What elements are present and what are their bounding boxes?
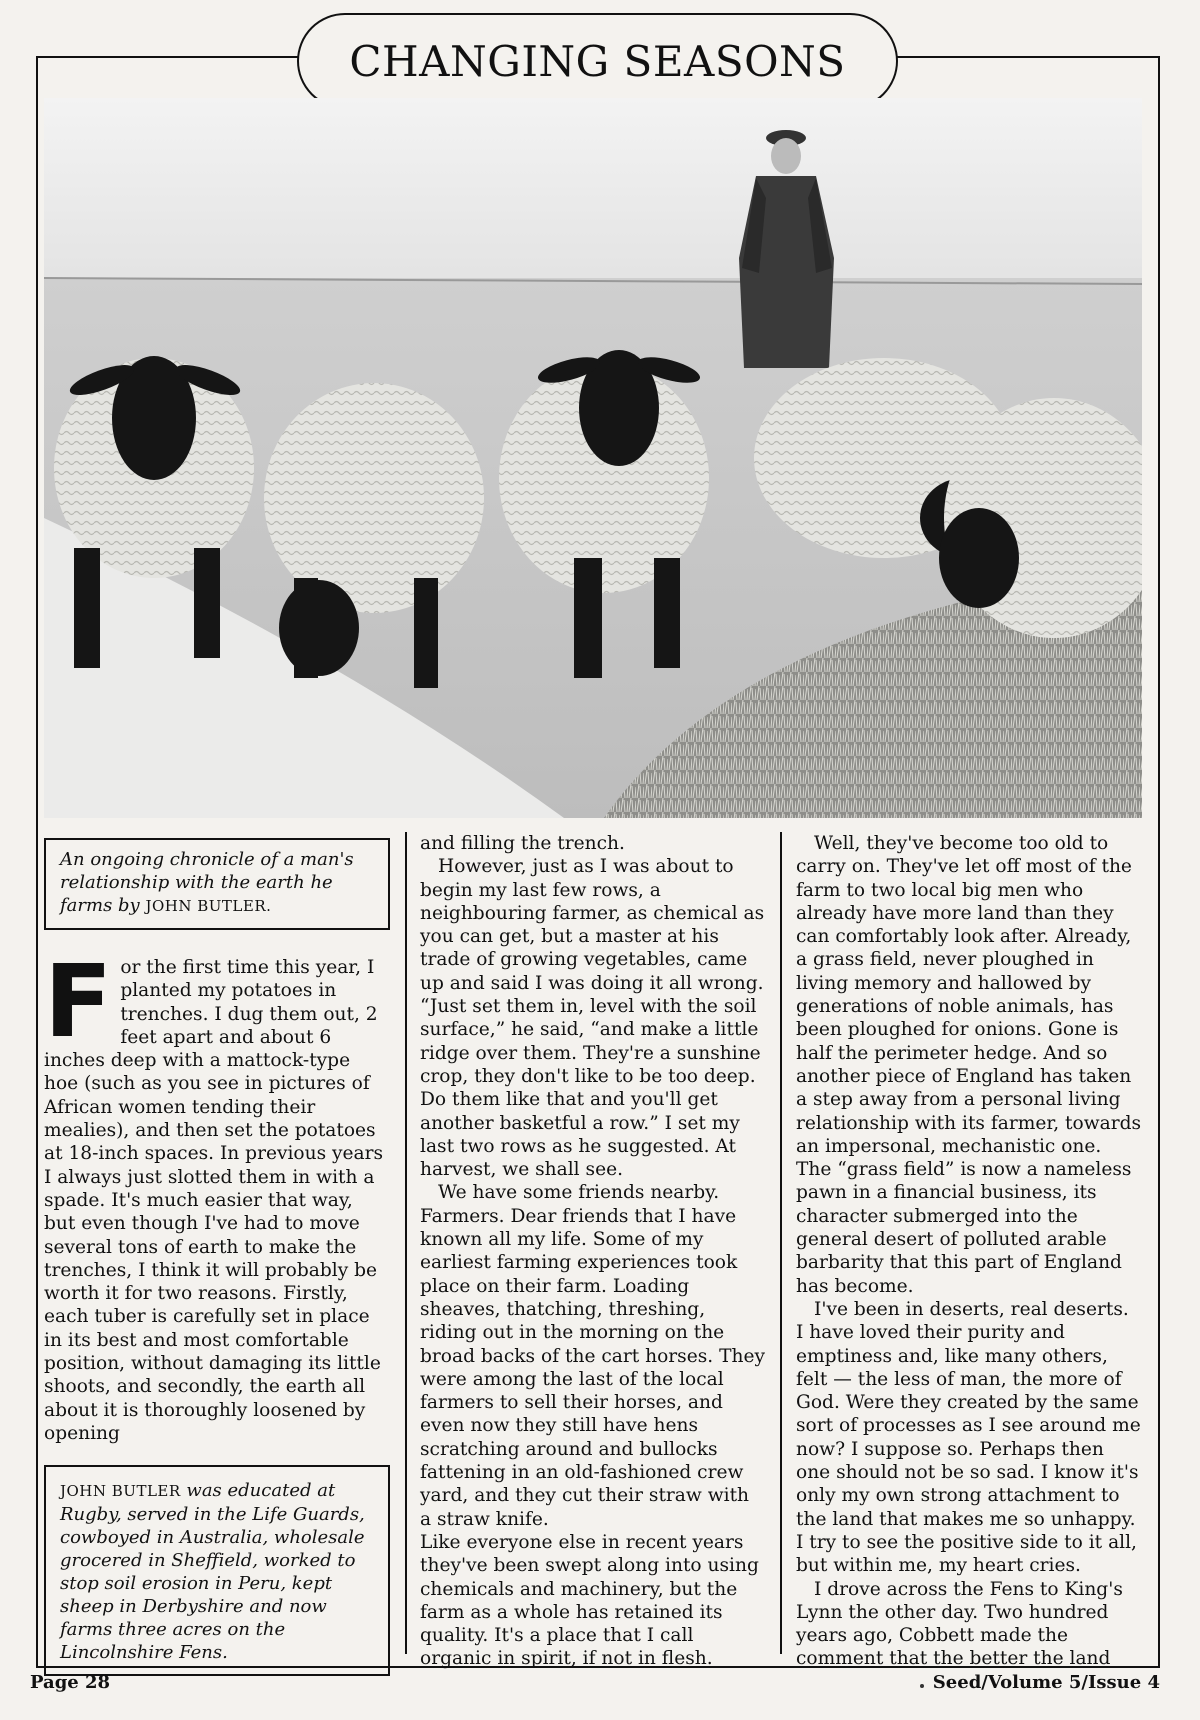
sky [44, 98, 1142, 298]
column-1 [44, 838, 390, 1676]
paragraph: Like everyone else in recent years they've been swept along into using chemicals and machinery, but the farm as a whole has retained its quality. It's a place that I call organic in spirit, if not in flesh. [420, 1531, 759, 1670]
paragraph: I drove across the Fens to King's Lynn the other day. Two hundred years ago, Cobbett made the comment that the better the land [796, 1578, 1123, 1670]
bio-name: JOHN BUTLER [60, 1482, 181, 1501]
intro-box [44, 838, 390, 930]
column-2 [420, 832, 766, 1671]
paragraph: Well, they've become too old to carry on. They've let off most of the farm to two local big men who already have more land than they can comfortably look after. Already, a grass field, never ploughed in living memory and hallowed by generations of noble animals, has been ploughed for onions. Gone is half the perimeter hedge. And so another piece of England has taken a step away from a personal living relationship with its farmer, towards an impersonal, mechanistic one. The “grass field” is now a nameless pawn in a financial business, its character submerged into the general desert of polluted arable barbarity that this part of England has become. [796, 833, 1142, 1297]
intro-author: JOHN BUTLER. [145, 897, 272, 915]
column-rule-2 [780, 832, 782, 1654]
issue-label: Seed/Volume 5/Issue 4 [932, 1672, 1160, 1693]
title-banner [297, 13, 898, 109]
paragraph: However, just as I was about to begin my last few rows, a neighbouring farmer, as chemical as you can get, but a master at his trade of growing vegetables, came up and said I was doing it all wrong. “Just set them in, level with the soil surface,” he said, “and make a little ridge over them. They're a sunshine crop, they don't like to be too deep. Do them like that and you'll get another basketful a row.” I set my last two rows as he suggested. At harvest, we shall see. [420, 856, 765, 1181]
paragraph [44, 943, 390, 1445]
page-title: CHANGING SEASONS [349, 36, 846, 86]
photo-illustration [44, 98, 1142, 818]
column-3 [796, 832, 1142, 1671]
paragraph: We have some friends nearby. Farmers. Dear friends that I have known all my life. Some of my earliest farming experiences took place on their farm. Loading sheaves, thatching, threshing, riding out in the morning on the broad backs of the cart horses. They were among the last of the local farmers to sell their horses, and even now they still have hens scratching around and bullocks fattening in an old-fashioned crew yard, and they cut their straw with a straw knife. [420, 1182, 765, 1530]
page-number: Page 28 [30, 1672, 111, 1693]
paragraph: and filling the trench. [420, 833, 625, 854]
drop-cap: F [44, 943, 113, 1060]
author-bio-box [44, 1465, 390, 1676]
footer-dot [920, 1684, 924, 1688]
photo-sheep-and-farmer [44, 98, 1142, 818]
column-rule-1 [405, 832, 407, 1654]
bio-text: was educated at Rugby, served in the Life Guards, cowboyed in Australia, wholesale grocered in Sheffield, worked to stop soil erosion in Peru, kept sheep in Derbyshire and now farms three acres on the Lincolnshire Fens. [60, 1480, 365, 1664]
intro-text: An ongoing chronicle of a man's relationship with the earth he farms by [60, 849, 354, 916]
paragraph-text: or the first time this year, I planted my potatoes in trenches. I dug them out, 2 feet apart and about 6 inches deep with a mattock-type hoe (such as you see in pictures of African women tending their mealies), and then set the potatoes at 18-inch spaces. In previous years I always just slotted them in with a spade. It's much easier that way, but even though I've had to move several tons of earth to make the trenches, I think it will probably be worth it for two reasons. Firstly, each tuber is carefully set in place in its best and most comfortable position, without damaging its little shoots, and secondly, the earth all about it is thoroughly loosened by opening [44, 957, 384, 1444]
paragraph: I've been in deserts, real deserts. I have loved their purity and emptiness and, like many others, felt — the less of man, the more of God. Were they created by the same sort of processes as I see around me now? I suppose so. Perhaps then one should not be so sad. I know it's only my own strong attachment to the land that makes me so unhappy. I try to see the positive side to it all, but within me, my heart cries. [796, 1298, 1141, 1577]
